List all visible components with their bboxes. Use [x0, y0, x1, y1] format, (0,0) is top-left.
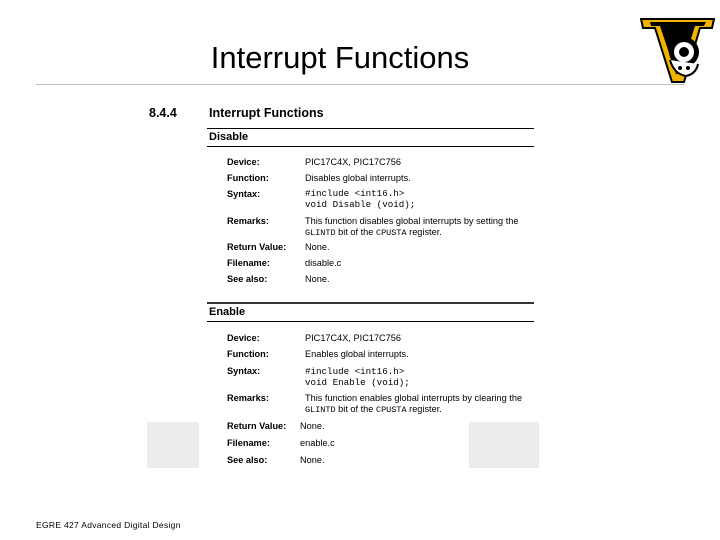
enable-remarks-label: Remarks:	[227, 393, 269, 403]
enable-top-rule	[207, 302, 534, 304]
enable-device-value: PIC17C4X, PIC17C756	[305, 333, 402, 343]
disable-see-also-value: None.	[305, 274, 330, 284]
disable-return-value: None.	[305, 242, 330, 252]
disable-filename-label: Filename:	[227, 258, 270, 268]
disable-heading: Disable	[209, 131, 249, 143]
slide-footer: EGRE 427 Advanced Digital Design	[36, 520, 181, 530]
register-bit-name: GLINTD	[305, 405, 336, 415]
disable-remarks-line-2	[305, 227, 442, 238]
enable-return-value: None.	[300, 421, 325, 431]
register-name: CPUSTA	[375, 405, 407, 415]
enable-heading: Enable	[209, 306, 246, 318]
disable-heading-rule	[207, 146, 534, 147]
disable-top-rule	[207, 128, 534, 129]
disable-function-value: Disables global interrupts.	[305, 173, 411, 183]
enable-remarks-line-2	[305, 404, 442, 415]
disable-syntax-line-2: void Disable (void);	[305, 199, 416, 210]
register-name: CPUSTA	[375, 228, 407, 238]
enable-filename-value: enable.c	[300, 438, 335, 448]
disable-device-value: PIC17C4X, PIC17C756	[305, 157, 402, 167]
enable-remarks-line-1: This function enables global interrupts by clearing the	[305, 393, 523, 403]
remarks-text: bit of the	[335, 404, 376, 414]
scan-shadow-left	[147, 422, 199, 468]
disable-device-label: Device:	[227, 157, 260, 167]
disable-syntax-line-1: #include <int16.h>	[305, 188, 405, 199]
enable-function-value: Enables global interrupts.	[305, 349, 409, 359]
enable-see-also-value: None.	[300, 455, 325, 465]
disable-remarks-label: Remarks:	[227, 216, 269, 226]
disable-function-label: Function:	[227, 173, 269, 183]
university-logo-icon	[640, 16, 715, 86]
section-number: 8.4.4	[149, 106, 177, 120]
section-title: Interrupt Functions	[209, 106, 324, 120]
enable-heading-rule	[207, 321, 534, 322]
disable-return-label: Return Value:	[227, 242, 287, 252]
scan-shadow-right	[469, 422, 539, 468]
enable-function-label: Function:	[227, 349, 269, 359]
enable-syntax-label: Syntax:	[227, 366, 261, 376]
remarks-text: bit of the	[335, 227, 376, 237]
slide-title: Interrupt Functions	[210, 40, 470, 75]
disable-syntax-label: Syntax:	[227, 189, 261, 199]
disable-filename-value: disable.c	[305, 258, 342, 268]
disable-remarks-line-1: This function disables global interrupts by setting the	[305, 216, 519, 226]
enable-syntax-line-2: void Enable (void);	[305, 377, 410, 388]
register-bit-name: GLINTD	[305, 228, 336, 238]
enable-device-label: Device:	[227, 333, 260, 343]
enable-syntax-line-1: #include <int16.h>	[305, 366, 405, 377]
enable-see-also-label: See also:	[227, 455, 268, 465]
disable-see-also-label: See also:	[227, 274, 268, 284]
enable-return-label: Return Value:	[227, 421, 287, 431]
remarks-text-end: register.	[406, 227, 442, 237]
remarks-text-end: register.	[406, 404, 442, 414]
enable-filename-label: Filename:	[227, 438, 270, 448]
title-divider	[36, 84, 684, 85]
